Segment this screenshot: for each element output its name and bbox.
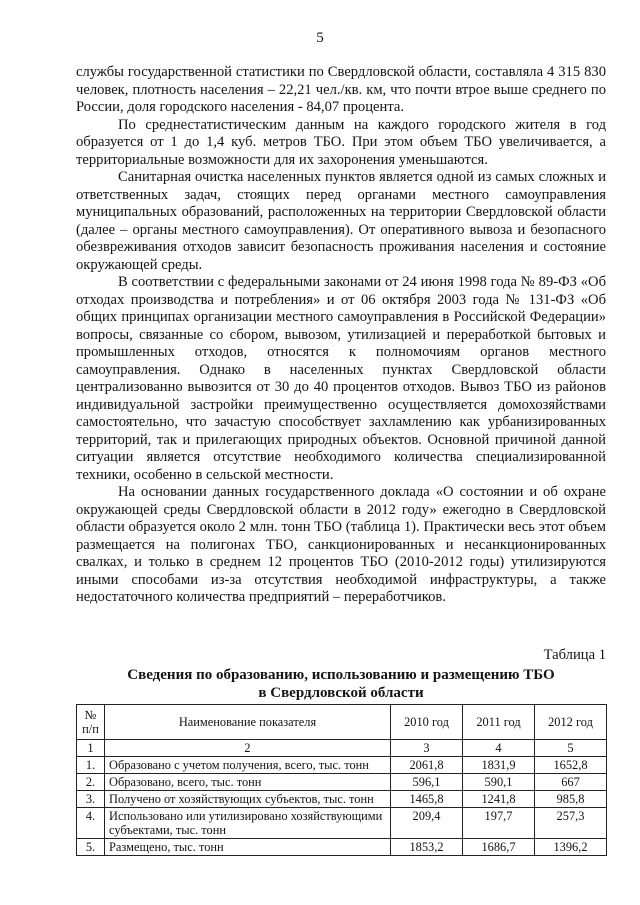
table-row: [77, 808, 607, 839]
page-number: 5: [316, 30, 324, 46]
header-cell: № п/п: [77, 705, 105, 740]
paragraph: В соответствии с федеральными законами от 24 июня 1998 года № 89-ФЗ «Об отходах производства и потребления» и от 06 октября 2003 года № 131-ФЗ «Об общих принципах организации местного самоуправления в Российской Федерации» вопросы, связанные со сбором, вывозом, утилизацией и переработкой бытовых и промышленных отходов, относятся к полномочиям органов местного самоуправления. Однако в населенных пунктах Свердловской области централизованно вывозится от 30 до 40 процентов отходов. Вывоз ТБО из районов индивидуальной застройки преимущественно осуществляется домохозяйствами самостоятельно, что зачастую способствует захламлению как урбанизированных территорий, так и прилегающих природных объектов. Основной причиной данной ситуации является отсутствие необходимого количества специализированной техники, особенно в сельской местности.: [76, 274, 606, 483]
table-row: [77, 757, 607, 774]
table-title: [76, 666, 606, 702]
row-index: 5.: [77, 839, 105, 856]
row-index: 4.: [77, 808, 105, 839]
column-number: 5: [535, 740, 607, 757]
row-name: Образовано с учетом получения, всего, тыс. тонн: [105, 757, 391, 774]
value-2010: 1853,2: [391, 839, 463, 856]
value-2010: 1465,8: [391, 791, 463, 808]
value-2010: 2061,8: [391, 757, 463, 774]
column-number-row: [77, 740, 607, 757]
value-2012: 1396,2: [535, 839, 607, 856]
row-name: Получено от хозяйствующих субъектов, тыс. тонн: [105, 791, 391, 808]
table-row: [77, 791, 607, 808]
value-2011: 1241,8: [463, 791, 535, 808]
value-2011: 1686,7: [463, 839, 535, 856]
table-title-line: в Свердловской области: [258, 685, 424, 701]
value-2010: 596,1: [391, 774, 463, 791]
value-2010: 209,4: [391, 808, 463, 839]
paragraph: По среднестатистическим данным на каждого городского жителя в год образуется от 1 до 1,4 куб. метров ТБО. При этом объем ТБО увеличивается, а территориальные возможности для их захоронения уменьшаются.: [76, 116, 606, 168]
value-2012: 985,8: [535, 791, 607, 808]
column-number: 1: [77, 740, 105, 757]
paragraph: службы государственной статистики по Свердловской области, составляла 4 315 830 человек, плотность населения – 22,21 чел./кв. км, что почти втрое выше среднего по России, доля городского населения - 84,07 процента.: [76, 64, 606, 115]
header-cell: 2010 год: [391, 705, 463, 740]
row-name: Образовано, всего, тыс. тонн: [105, 774, 391, 791]
row-index: 3.: [77, 791, 105, 808]
row-index: 2.: [77, 774, 105, 791]
data-table: [76, 704, 607, 856]
body-text: [76, 64, 606, 607]
row-index: 1.: [77, 757, 105, 774]
value-2012: 1652,8: [535, 757, 607, 774]
table-row: [77, 839, 607, 856]
header-cell: 2011 год: [463, 705, 535, 740]
column-number: 3: [391, 740, 463, 757]
column-number: 4: [463, 740, 535, 757]
value-2011: 1831,9: [463, 757, 535, 774]
table-label: Таблица 1: [543, 647, 606, 663]
value-2011: 590,1: [463, 774, 535, 791]
row-name: Использовано или утилизировано хозяйствующими субъектами, тыс. тонн: [105, 808, 391, 839]
table-header-row: [77, 705, 607, 740]
header-cell: 2012 год: [535, 705, 607, 740]
paragraph: Санитарная очистка населенных пунктов является одной из самых сложных и ответственных задач, стоящих перед органами местного самоуправления муниципальных образований, расположенных на территории Свердловской области (далее – органы местного самоуправления). От оперативного вывоза и безопасного обезвреживания отходов зависит безопасность проживания населения и состояние окружающей среды.: [76, 169, 606, 273]
value-2011: 197,7: [463, 808, 535, 839]
value-2012: 667: [535, 774, 607, 791]
column-number: 2: [105, 740, 391, 757]
table-row: [77, 774, 607, 791]
row-name: Размещено, тыс. тонн: [105, 839, 391, 856]
paragraph: На основании данных государственного доклада «О состоянии и об охране окружающей среды Свердловской области в 2012 году» ежегодно в Свердловской области образуется около 2 млн. тонн ТБО (таблица 1). Практически весь этот объем размещается на полигонах ТБО, санкционированных и несанкционированных свалках, и только в среднем 12 процентов ТБО (2010-2012 годы) утилизируются иными способами из-за отсутствия необходимой инфраструктуры, а также недостаточного количества предприятий – переработчиков.: [76, 484, 606, 605]
header-cell: Наименование показателя: [105, 705, 391, 740]
table-title-line: Сведения по образованию, использованию и размещению ТБО: [127, 667, 555, 683]
value-2012: 257,3: [535, 808, 607, 839]
